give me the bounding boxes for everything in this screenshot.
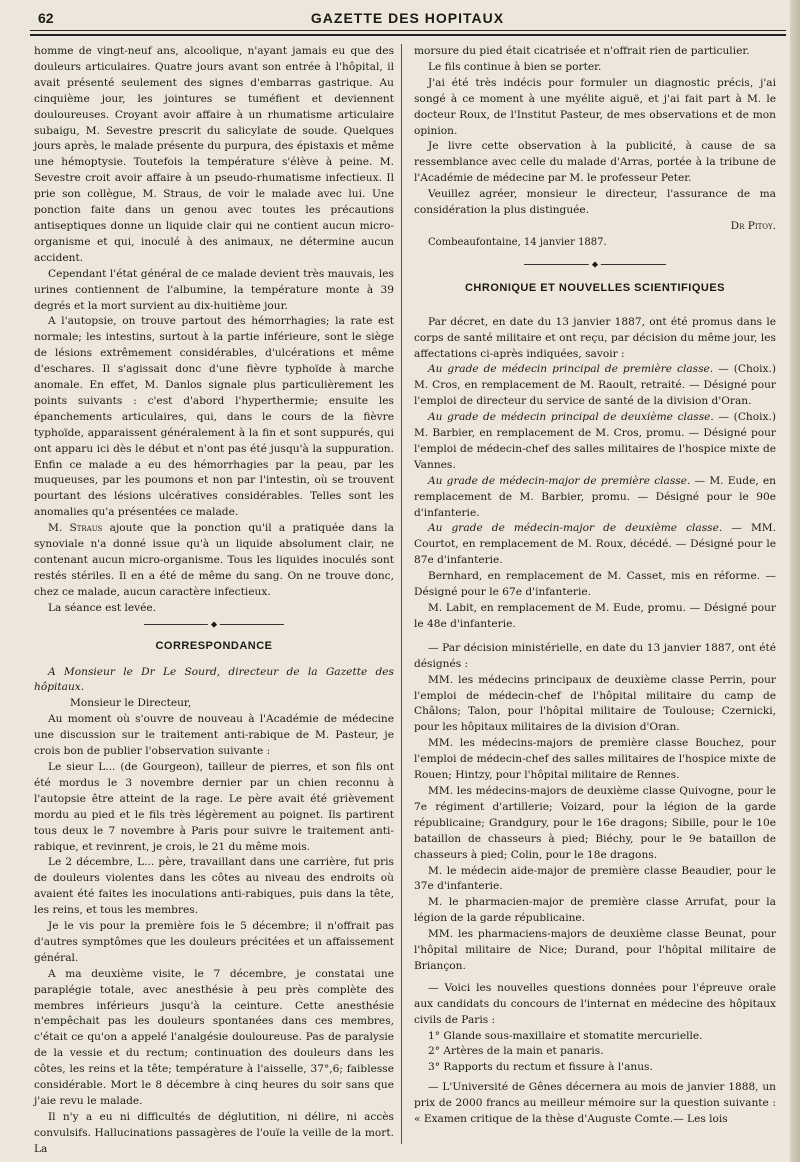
paragraph: morsure du pied était cicatrisée et n'offrait rien de particulier. <box>414 45 750 57</box>
grade-heading: Au grade de médecin principal de première classe. <box>428 363 714 376</box>
letter-signature: Dr Pitoy. <box>730 219 776 232</box>
header-rule-thick <box>30 34 786 36</box>
paragraph: M. Labit, en remplacement de M. Eude, promu. — Désigné pour le 48e d'infanterie. <box>414 602 776 630</box>
section-separator <box>34 617 394 631</box>
paragraph-text: — MM. Courtot, en remplacement de M. Roux, décédé. — Désigné pour le 87e d'infanterie. <box>414 522 777 567</box>
paragraph-text: — M. Eude, en remplacement de M. Barbier, promu. — Désigné pour le 90e d'infanterie. <box>414 474 776 519</box>
paragraph: homme de vingt-neuf ans, alcoolique, n'ayant jamais eu que des douleurs articulaires. Quatre jours avant son entrée à l'hôpital, il avait présenté seulement des signes d'embarras gastrique. Au cinquième jour, les jointures se tuméfient et deviennent douloureuses. Croyant avoir affaire à un rhumatisme articulaire subaigu, M. Sevestre prescrit du salicylate de soude. Quelques jours après, le malade présente du purpura, des épistaxis et même une hémoptysie. Toutefois la température s'élève à peine. M. Sevestre croit avoir affaire à un pseudo-rhumatisme infectieux. Il prie son collègue, M. Straus, de voir le malade avec lui. Une ponction faite dans un genou avec toutes les précautions antiseptiques donne un liquide clair qui ne contient aucun micro-organisme et qui, inoculé à des animaux, ne détermine aucun accident. <box>34 45 394 264</box>
list-item: 3° Rapports du rectum et fissure à l'anus. <box>428 1061 653 1074</box>
right-column <box>414 44 776 1128</box>
paragraph: Le sieur L... (de Gourgeon), tailleur de pierres, et son fils ont été mordus le 3 novembre dernier par un chien reconnu à l'autopsie être atteint de la rage. Le père avait été grièvement mordu au pied et le fils très légèrement au poignet. Ils partirent tous deux le 7 novembre à Paris pour suivre le traitement anti-rabique, et revinrent, je crois, le 21 du même mois. <box>34 760 394 853</box>
paragraph: J'ai été très indécis pour formuler un diagnostic précis, j'ai songé à ce moment à une myélite aiguë, et j'ai fait part à M. le docteur Roux, de l'Institut Pasteur, de mes observations et de mon opinion. <box>414 76 776 137</box>
paragraph: Je le vis pour la première fois le 5 décembre; il n'offrait pas d'autres symptômes que les douleurs précitées et un affaissement général. <box>34 920 394 964</box>
paragraph <box>414 474 776 522</box>
paragraph: Au moment où s'ouvre de nouveau à l'Académie de médecine une discussion sur le traitement anti-rabique de M. Pasteur, je crois bon de publier l'observation suivante : <box>34 713 394 758</box>
paragraph: — Par décision ministérielle, en date du 13 janvier 1887, ont été désignés : <box>414 641 776 670</box>
letter-salutation: Monsieur le Directeur, <box>70 697 192 710</box>
paragraph: Il n'y a eu ni difficultés de déglutition, ni délire, ni accès convulsifs. Hallucinations passagères de l'ouïe la veille de la mort. La <box>34 1110 394 1155</box>
paragraph-text: ajoute que la ponction qu'il a pratiquée dans la synoviale n'a donné issue qu'à un liquide absolument clair, ne contenant aucun micro-organisme. Tous les liquides inoculés sont restés stériles. Il en a été de même du sang. On ne trouve donc, chez ce malade, aucun caractère infectieux. <box>34 522 395 598</box>
header-rule <box>30 30 786 31</box>
paragraph: Veuillez agréer, monsieur le directeur, l'assurance de ma considération la plus distinguée. <box>414 188 776 217</box>
letter-dateline: Combeaufontaine, 14 janvier 1887. <box>428 236 607 248</box>
letter-address: A Monsieur le Dr Le Sourd, directeur de la Gazette des hôpitaux. <box>34 665 394 694</box>
list-item: 1° Glande sous-maxillaire et stomatite mercurielle. <box>428 1029 703 1042</box>
paragraph-text: — (Choix.) M. Barbier, en remplacement de M. Cros, promu. — Désigné pour l'emploi de médecin-chef des salles militaires de l'hospice mixte de Vannes. <box>414 411 776 471</box>
paragraph <box>414 362 776 410</box>
column-divider <box>401 44 402 1144</box>
paragraph <box>414 410 776 474</box>
paragraph <box>414 521 776 569</box>
grade-heading: Au grade de médecin-major de première classe. <box>428 474 691 487</box>
grade-heading: Au grade de médecin principal de deuxième classe. <box>428 411 714 424</box>
paragraph: MM. les médecins principaux de deuxième classe Perrin, pour l'emploi de médecin-chef de l'hôpital militaire du camp de Châlons; Talon, pour l'hôpital militaire de Toulouse; Czernicki, pour les hôpitaux militaires de la division d'Oran. <box>414 673 776 734</box>
paragraph: MM. les médecins-majors de deuxième classe Quivogne, pour le 7e régiment d'artillerie; Voizard, pour la légion de la garde républicaine; Grandgury, pour le 16e dragons; Sibille, pour le 10e bataillon de chasseurs à pied; Biéchy, pour le 9e bataillon de chasseurs à pied; Colin, pour le 18e dragons. <box>414 784 776 861</box>
paragraph: — Voici les nouvelles questions données pour l'épreuve orale aux candidats du concours de l'internat en médecine des hôpitaux civils de Paris : <box>414 981 776 1026</box>
paragraph: A l'autopsie, on trouve partout des hémorrhagies; la rate est normale; les intestins, surtout à la partie inférieure, sont le siège de lésions extrêmement considérables, d'ulcérations et même d'eschares. Il s'agissait donc d'une fièvre typhoïde à marche anomale. En effet, M. Danlos signale plus particulièrement les points suivants : c'est d'abord l'hyperthermie; ensuite les épanchements articulaires, qui, dans le cours de la fièvre typhoïde, apparaissent généralement à la fin et sont suppurés, qui ont apparu ici dès le début et n'ont pas été jusqu'à la suppuration. Enfin ce malade a eu des hémorrhagies par la peau, par les muqueuses, par les poumons et non par l'intestin, où se trouvent pourtant des lésions ulcératives considérables. Telles sont les anomalies qu'a présentées ce malade. <box>34 315 394 519</box>
left-column <box>34 44 394 1158</box>
paragraph: Le fils continue à bien se porter. <box>428 60 602 73</box>
paragraph: MM. les médecins-majors de première classe Bouchez, pour l'emploi de médecin-chef des salles militaires de l'hospice mixte de Rouen; Hintzy, pour l'hôpital militaire de Rennes. <box>414 737 776 782</box>
grade-heading: Au grade de médecin-major de deuxième classe. <box>428 522 723 535</box>
journal-title: GAZETTE DES HOPITAUX <box>310 10 505 26</box>
paragraph: Je livre cette observation à la publicité, à cause de sa ressemblance avec celle du malade d'Arras, portée à la tribune de l'Académie de médecine par M. le professeur Peter. <box>414 140 776 185</box>
list-item: 2° Artères de la main et panaris. <box>428 1045 604 1058</box>
separator-ornament: ⬥ <box>208 618 220 634</box>
paragraph: Bernhard, en remplacement de M. Casset, mis en réforme. — Désigné pour le 67e d'infanterie. <box>414 570 776 599</box>
paragraph: M. le pharmacien-major de première classe Arrufat, pour la légion de la garde républicaine. <box>414 896 776 925</box>
paragraph: A ma deuxième visite, le 7 décembre, je constatai une paraplégie totale, avec anesthésie à peu près complète des membres inférieurs jusqu'à la ceinture. Cette anesthésie n'empêchait pas les douleurs spontanées dans ces membres, c'était ce qu'on a appelé l'analgésie douloureuse. Pas de paralysie de la vessie et du rectum; continuation des douleurs dans les côtes, les reins et la tête; température à l'aisselle, 37°,6; faiblesse considérable. Mort le 8 décembre à cinq heures du soir sans que j'aie revu le malade. <box>34 967 394 1107</box>
paragraph <box>34 521 394 601</box>
paragraph: MM. les pharmaciens-majors de deuxième classe Beunat, pour l'hôpital militaire de Nice; Durand, pour l'hôpital militaire de Briançon. <box>414 928 776 972</box>
page-number: 62 <box>38 10 54 26</box>
paragraph: Par décret, en date du 13 janvier 1887, ont été promus dans le corps de santé militaire et ont reçu, par décision du même jour, les affectations ci-après indiquées, savoir : <box>414 315 776 360</box>
page-header <box>30 6 785 32</box>
section-separator <box>414 257 776 271</box>
section-title-chronique: CHRONIQUE ET NOUVELLES SCIENTIFIQUES <box>464 281 726 294</box>
page-edge <box>790 0 800 1162</box>
separator-ornament: ⬥ <box>589 258 601 274</box>
paragraph: La séance est levée. <box>48 601 157 614</box>
paragraph: Cependant l'état général de ce malade devient très mauvais, les urines contiennent de l'albumine, la température monte à 39 degrés et la mort survient au dix-huitième jour. <box>34 267 394 312</box>
paragraph-text: — (Choix.) M. Cros, en remplacement de M. Raoult, retraité. — Désigné pour l'emploi de directeur du service de santé de la division d'Oran. <box>414 363 777 408</box>
speaker-name: M. Straus <box>48 522 103 535</box>
paragraph: M. le médecin aide-major de première classe Beaudier, pour le 37e d'infanterie. <box>414 864 776 893</box>
paragraph: Le 2 décembre, L... père, travaillant dans une carrière, fut pris de douleurs violentes dans les côtes au niveau des endroits où avaient été faites les inoculations anti-rabiques, puis dans la tête, les reins, et tous les membres. <box>34 856 394 917</box>
section-title-correspondance: CORRESPONDANCE <box>155 639 273 652</box>
paragraph: — L'Université de Gênes décernera au mois de janvier 1888, un prix de 2000 francs au meilleur mémoire sur la question suivante : « Examen critique de la thèse d'Auguste Comte.— Les lois <box>414 1081 776 1126</box>
